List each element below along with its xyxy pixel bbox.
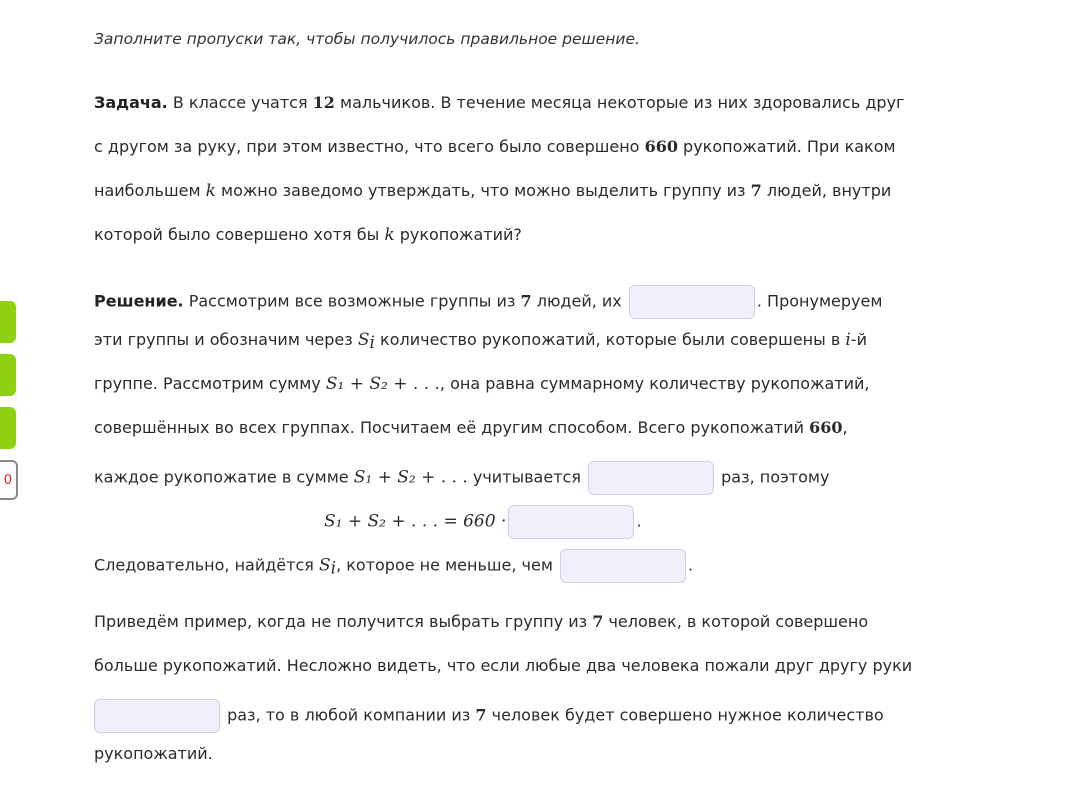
- handshakes-each-input[interactable]: [94, 699, 220, 733]
- solution-line-1: [94, 285, 882, 319]
- progress-tab-4[interactable]: [0, 460, 18, 500]
- math-number: 660: [644, 137, 678, 156]
- text: совершённых во всех группах. Посчитаем её другим способом. Всего рукопожатий: [94, 418, 810, 437]
- math-sub: i: [369, 333, 375, 353]
- text: Следовательно, найдётся: [94, 555, 319, 575]
- math-number: 7: [475, 705, 487, 725]
- example-line-2: больше рукопожатий. Несложно видеть, что если любые два человека пожали друг другу руки: [94, 656, 913, 675]
- text: количество рукопожатий, которые были совершены в: [374, 330, 846, 349]
- text: каждое рукопожатие в сумме: [94, 467, 354, 487]
- text: человек, в которой совершено: [603, 612, 869, 631]
- problem-line-3: [94, 180, 891, 202]
- problem-line-4: [94, 224, 522, 246]
- text: эти группы и обозначим через: [94, 330, 358, 349]
- text: раз, поэтому: [716, 467, 830, 487]
- solution-line-7: [94, 549, 693, 583]
- progress-tab-3[interactable]: [0, 407, 16, 449]
- problem-heading: Задача.: [94, 93, 168, 112]
- solution-line-3: [94, 373, 869, 395]
- text: раз, то в любой компании из: [222, 705, 476, 725]
- example-line-4: рукопожатий.: [94, 744, 213, 763]
- text: -й: [850, 330, 867, 349]
- progress-tab-1[interactable]: [0, 301, 16, 343]
- text: людей, их: [531, 291, 627, 311]
- text: рукопожатий?: [394, 225, 522, 244]
- text: рукопожатий. При каком: [677, 137, 896, 156]
- solution-line-4: [94, 417, 848, 439]
- text: можно заведомо утверждать, что можно выделить группу из: [215, 181, 751, 200]
- problem-line-1: [94, 92, 904, 114]
- math-number: 7: [750, 181, 762, 200]
- math-sum: S₁ + S₂ + . . .: [353, 467, 468, 488]
- math-var: i: [845, 330, 851, 350]
- text: человек будет совершено нужное количество: [486, 705, 884, 725]
- text: ,: [842, 418, 848, 437]
- text: людей, внутри: [761, 181, 892, 200]
- text: Приведём пример, когда не получится выбрать группу из: [94, 612, 593, 631]
- text: с другом за руку, при этом известно, что всего было совершено: [94, 137, 645, 156]
- math-sub: i: [330, 558, 337, 579]
- text: мальчиков. В течение месяца некоторые из них здоровались друг: [334, 93, 905, 112]
- example-line-3: [94, 699, 884, 733]
- text: которой было совершено хотя бы: [94, 225, 385, 244]
- text: . Пронумеруем: [756, 291, 883, 311]
- math-var: S: [318, 555, 331, 576]
- text: .: [687, 555, 694, 575]
- text: группе. Рассмотрим сумму: [94, 374, 326, 393]
- math-formula: S₁ + S₂ + . . . = 660 ·: [324, 511, 507, 532]
- text: Рассмотрим все возможные группы из: [183, 291, 521, 311]
- solution-formula: [324, 505, 641, 539]
- multiplier-input[interactable]: [508, 505, 634, 539]
- text: .: [636, 511, 642, 531]
- text: наибольшем: [94, 181, 206, 200]
- lower-bound-input[interactable]: [560, 549, 686, 583]
- example-line-1: [94, 611, 868, 633]
- math-number: 7: [592, 612, 604, 631]
- math-number: 7: [520, 291, 532, 311]
- math-var: k: [384, 225, 395, 245]
- math-var: k: [205, 181, 216, 201]
- problem-line-2: [94, 136, 896, 158]
- instruction-text: Заполните пропуски так, чтобы получилось правильное решение.: [94, 30, 640, 48]
- math-number: 660: [809, 418, 843, 437]
- text: , она равна суммарному количеству рукопожатий,: [439, 374, 870, 393]
- solution-heading: Решение.: [94, 291, 184, 311]
- text: В классе учатся: [167, 93, 313, 112]
- solution-line-2: [94, 329, 867, 354]
- math-sum: S₁ + S₂ + . . .: [325, 374, 440, 394]
- math-number: 12: [312, 93, 335, 112]
- math-var: S: [357, 330, 370, 350]
- progress-tab-2[interactable]: [0, 354, 16, 396]
- text: , которое не меньше, чем: [336, 555, 558, 575]
- progress-tab-label: 0: [3, 473, 12, 488]
- groups-count-input[interactable]: [629, 285, 755, 319]
- text: учитывается: [467, 467, 587, 487]
- solution-line-5: [94, 461, 829, 495]
- times-counted-input[interactable]: [588, 461, 714, 495]
